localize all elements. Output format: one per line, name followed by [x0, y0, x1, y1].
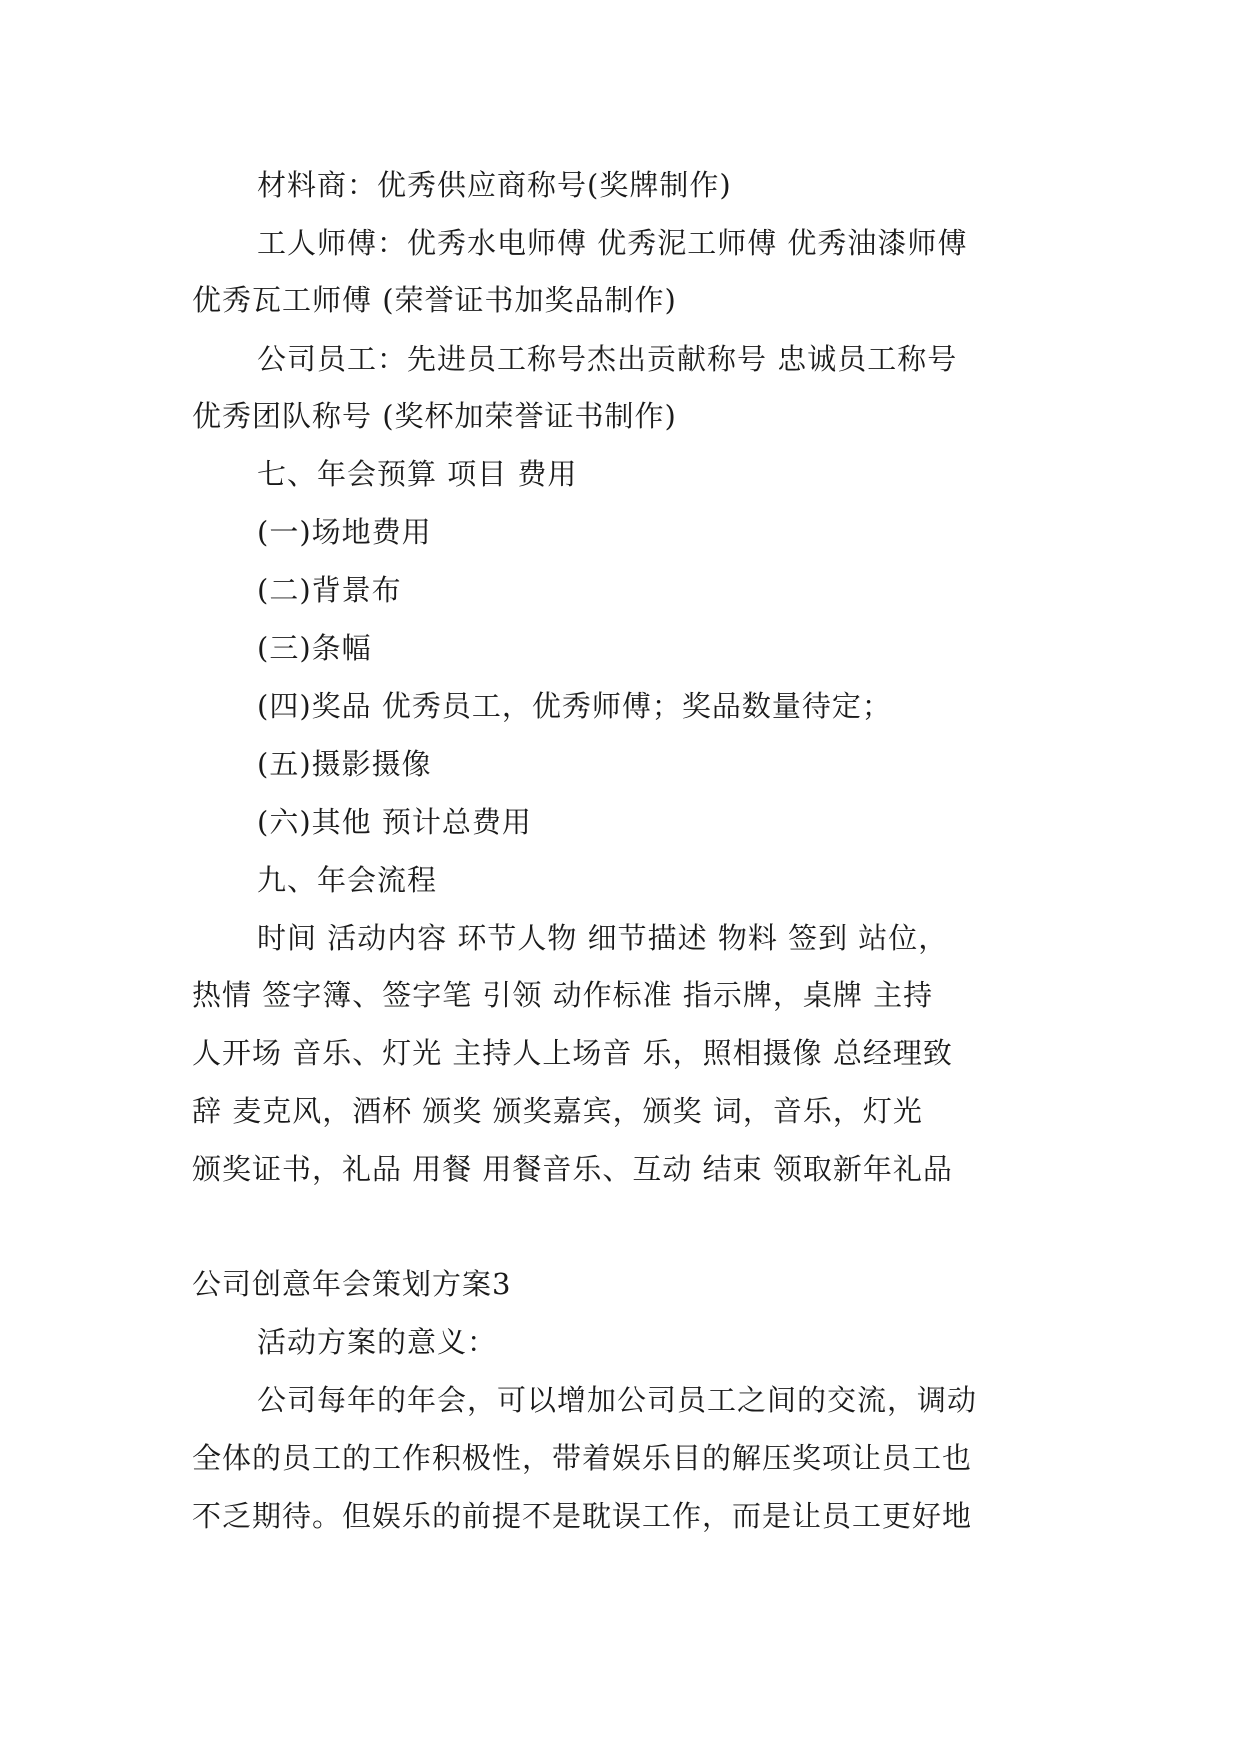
section-heading: 九、年会流程 [257, 863, 438, 897]
paragraph-line: 公司每年的年会，可以增加公司员工之间的交流，调动 [257, 1383, 978, 1417]
document-title: 公司创意年会策划方案3 [192, 1267, 512, 1301]
list-item: (六)其他 预计总费用 [257, 805, 532, 839]
paragraph-line: 颁奖证书，礼品 用餐 用餐音乐、互动 结束 领取新年礼品 [192, 1152, 953, 1186]
paragraph-line: 材料商：优秀供应商称号(奖牌制作) [257, 168, 732, 202]
paragraph-line: 优秀团队称号 (奖杯加荣誉证书制作) [192, 399, 677, 433]
list-item: (三)条幅 [257, 631, 372, 665]
paragraph-line: 热情 签字簿、签字笔 引领 动作标准 指示牌，桌牌 主持 [192, 978, 934, 1012]
paragraph-line: 辞 麦克风，酒杯 颁奖 颁奖嘉宾，颁奖 词，音乐，灯光 [192, 1094, 923, 1128]
paragraph-line: 优秀瓦工师傅 (荣誉证书加奖品制作) [192, 283, 677, 317]
paragraph-line: 不乏期待。但娱乐的前提不是耽误工作，而是让员工更好地 [192, 1499, 973, 1533]
paragraph-line: 人开场 音乐、灯光 主持人上场音 乐，照相摄像 总经理致 [192, 1036, 953, 1070]
list-item: (二)背景布 [257, 573, 402, 607]
paragraph-line: 公司员工：先进员工称号杰出贡献称号 忠诚员工称号 [257, 342, 958, 376]
paragraph-line: 时间 活动内容 环节人物 细节描述 物料 签到 站位， [257, 921, 949, 955]
list-item: (四)奖品 优秀员工，优秀师傅；奖品数量待定； [257, 689, 892, 723]
paragraph-line: 全体的员工的工作积极性，带着娱乐目的解压奖项让员工也 [192, 1441, 973, 1475]
section-heading: 七、年会预算 项目 费用 [257, 457, 578, 491]
list-item: (五)摄影摄像 [257, 747, 432, 781]
paragraph-line: 活动方案的意义： [257, 1325, 498, 1359]
paragraph-line: 工人师傅：优秀水电师傅 优秀泥工师傅 优秀油漆师傅 [257, 226, 968, 260]
list-item: (一)场地费用 [257, 515, 432, 549]
